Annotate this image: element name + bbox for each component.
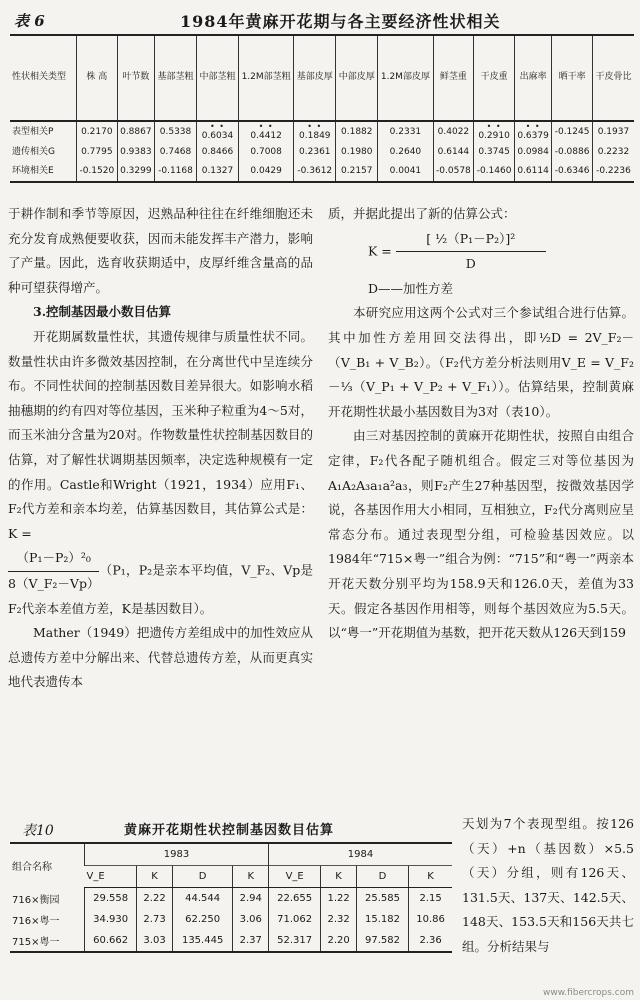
table6-header: 晒干率 <box>552 35 593 121</box>
table10-cell: 15.182 <box>356 909 408 930</box>
table10-cell: 2.32 <box>321 909 357 930</box>
table10-year: 1983 <box>85 843 269 866</box>
table6-row <box>10 143 634 162</box>
table6-cell: -0.0886 <box>552 143 593 162</box>
right-column <box>328 202 634 646</box>
formula-note: D——加性方差 <box>368 280 454 296</box>
table10-subheader: K <box>233 866 269 888</box>
table6-cell: 0.0429 <box>238 162 293 182</box>
table6-row <box>10 162 634 182</box>
table6-header: 中部茎粗 <box>196 35 238 121</box>
table6-cell: 0.2361 <box>294 143 336 162</box>
table6-header: 中部皮厚 <box>336 35 378 121</box>
table6-header: 基部皮厚 <box>294 35 336 121</box>
table6-cell: 0.3745 <box>474 143 515 162</box>
table10-subheader: K <box>137 866 173 888</box>
table6-header: 鲜茎重 <box>433 35 474 121</box>
table6-cell: -0.1245 <box>552 121 593 143</box>
table6-cell: 0.8466 <box>196 143 238 162</box>
table6-cell: 0.1937 <box>592 121 634 143</box>
table10-cell: 2.37 <box>233 930 269 952</box>
paragraph: 由三对基因控制的黄麻开花期性状，按照自由组合定律，F₂代各配子随机组合。假定三对等位基因为A₁A₂A₃a₁a²a₃，则F₂产生27种基因型，按微效基因学说，各基因作用大小相同，互相独立，F₂代分离则应呈常态分布。通过表现型分组，可检验基因效应。以1984年“715×粤一”组合为例：“715”和“粤一”两亲本开花天数分别平均为158.9天和126.0天，差值为33天。假定各基因作用相等，则每个基因效应为5.5天。以“粤一”开花期值为基数，把开花天数从126天到159 <box>328 428 634 641</box>
table10-row-label: 716×粤一 <box>12 916 60 927</box>
table6-cell: 0.6114 <box>514 162 551 182</box>
left-column <box>8 202 313 695</box>
table6-cell: -0.2236 <box>592 162 634 182</box>
table10-subheader: D <box>356 866 408 888</box>
paragraph: 开花期属数量性状，其遗传规律与质量性状不同。数量性状由许多微效基因控制，在分离世代中呈连续分布。不同性状间的控制基因数目差异很大。如影响水稻抽穗期的约有四对等位基因，玉米种子粒重为4～5对，而玉米油分含量为20对。作物数量性状控制基因数目的估算，对了解性状调期基因频率，决定选种规模有一定的作用。Castle和Wright（1921，1934）应用F₁、F₂代方差和亲本均差，估算基因数目，其估算公式是：K = <box>8 328 313 541</box>
table6-cell: 0.2170 <box>77 121 118 143</box>
right-column-continued <box>462 812 634 960</box>
table6-cell: • • 0.6379 <box>514 121 551 143</box>
table10-cell: 10.86 <box>409 909 452 930</box>
table6-cell: 0.9383 <box>117 143 154 162</box>
table10-cell: 52.317 <box>269 930 321 952</box>
table6-row-label: 环境相关E <box>10 162 77 182</box>
table10-subheader: D <box>172 866 233 888</box>
table6-row <box>10 121 634 143</box>
table10-cell: 2.20 <box>321 930 357 952</box>
paragraph: $\frac{\text{（P₁－P₂）²₀}}{\text{8（V\_F₂－Vp）}}$ （P₁，P₂是亲本平均值，V_F₂、Vp是F₂代亲本差值方差，K是基因数目）。 <box>8 546 313 621</box>
table6-cell: 0.5338 <box>155 121 197 143</box>
table10-row-label: 716×衡园 <box>12 894 60 906</box>
table6-cell: 0.2232 <box>592 143 634 162</box>
table6-header: 株 高 <box>77 35 118 121</box>
table10-row <box>10 930 452 952</box>
table6-cell: 0.2640 <box>378 143 433 162</box>
table6-cell: 0.0984 <box>514 143 551 162</box>
table6-header: 1.2M部皮厚 <box>378 35 433 121</box>
watermark: www.fibercrops.com <box>543 988 634 998</box>
table10-subheader: K <box>321 866 357 888</box>
table6-title: 1984年黄麻开花期与各主要经济性状相关 <box>180 12 501 31</box>
paragraph: 质，并据此提出了新的估算公式： <box>328 206 516 221</box>
table6-label: 表 6 <box>14 12 45 30</box>
table10-cell: 60.662 <box>85 930 137 952</box>
table10-cell: 2.15 <box>409 888 452 910</box>
table6-cell: -0.1168 <box>155 162 197 182</box>
table10-cell: 62.250 <box>172 909 233 930</box>
paragraph: Mather（1949）把遗传方差组成中的加性效应从总遗传方差中分解出来、代替总遗传方差，从而更真实地代表遗传本 <box>8 625 313 690</box>
table6-header-row <box>10 35 634 121</box>
table6-cell: 0.1327 <box>196 162 238 182</box>
table6-cell: 0.2157 <box>336 162 378 182</box>
table10-subheader: V_E <box>85 866 137 888</box>
table10-year: 1984 <box>269 843 452 866</box>
table6-cell: -0.3612 <box>294 162 336 182</box>
table6-cell: • • 0.1849 <box>294 121 336 143</box>
paragraph: 于耕作制和季节等原因，迟熟品种往往在纤维细胞还未充分发育成熟便要收获，因而未能发挥丰产潜力，影响了产量。因此，选育收获期适中，皮厚纤维含量高的品种可望获得增产。 <box>8 206 313 295</box>
table10-cell: 97.582 <box>356 930 408 952</box>
table6-cell: 0.7468 <box>155 143 197 162</box>
table10-row <box>10 888 452 910</box>
table6-header: 1.2M部茎粗 <box>238 35 293 121</box>
table10-cell: 22.655 <box>269 888 321 910</box>
table10-cell: 2.94 <box>233 888 269 910</box>
table6-row-label: 遗传相关G <box>12 147 55 158</box>
paragraph: 本研究应用这两个公式对三个参试组合进行估算。其中加性方差用回交法得出，即½D = 2V_F₂－（V_B₁ + V_B₂）。（F₂代方差分析法则用V_E = V_F₂－⅓（V_P₁ + V_P₂ + V_F₁））。估算结果，控制黄麻开花期性状最小基因数目为3对（表10）。 <box>328 305 634 419</box>
formula: K = $\frac{\text{[ ½（P₁－P₂）]²}}{D}$ <box>328 227 634 277</box>
table6-cell: 0.0041 <box>378 162 433 182</box>
table6-cell: 0.7795 <box>77 143 118 162</box>
table10-cell: 71.062 <box>269 909 321 930</box>
table10-label: 表10 <box>22 823 54 839</box>
table6-cell: • • 0.6034 <box>196 121 238 143</box>
table6-cell: -0.0578 <box>433 162 474 182</box>
table6-header: 叶节数 <box>117 35 154 121</box>
table10-cell: 1.22 <box>321 888 357 910</box>
table10-cell: 34.930 <box>85 909 137 930</box>
table10-cell: 3.03 <box>137 930 173 952</box>
table10-header: 组合名称 <box>10 843 85 888</box>
paragraph: 天划为7个表现型组。按126（天）+n（基因数）×5.5（天）分组，则有126天、131.5天、137天、142.5天、148天、153.5天和156天共七组。分析结果与 <box>462 816 634 954</box>
table10-cell: 29.558 <box>85 888 137 910</box>
table6-row-label: 表型相关P <box>10 121 77 143</box>
section-heading: 3.控制基因最小数目估算 <box>33 304 172 320</box>
formula-fraction: $\frac{\text{[ ½（P₁－P₂）]²}}{D}$ <box>396 227 546 277</box>
table10-cell: 25.585 <box>356 888 408 910</box>
table6 <box>10 34 634 183</box>
table10-header-row <box>10 843 452 866</box>
table6-header: 干皮重 <box>474 35 515 121</box>
formula-fraction: $\frac{\text{（P₁－P₂）²₀}}{\text{8（V\_F₂－Vp）}}$ <box>8 546 99 596</box>
table10-row <box>10 909 452 930</box>
table6-cell: 0.1980 <box>336 143 378 162</box>
table6-cell: 0.3299 <box>117 162 154 182</box>
table6-cell: 0.2331 <box>378 121 433 143</box>
table10-title: 黄麻开花期性状控制基因数目估算 <box>124 823 335 838</box>
table6-header: 性状相关类型 <box>10 35 77 121</box>
table10-cell: 135.445 <box>172 930 233 952</box>
table6-header: 干皮骨比 <box>592 35 634 121</box>
table6-cell: -0.6346 <box>552 162 593 182</box>
table6-cell: 0.6144 <box>433 143 474 162</box>
table10-subheader: K <box>409 866 452 888</box>
table10-subheader: V_E <box>269 866 321 888</box>
table10-cell: 2.22 <box>137 888 173 910</box>
table10-cell: 2.73 <box>137 909 173 930</box>
table10-cell: 3.06 <box>233 909 269 930</box>
table6-header: 出麻率 <box>514 35 551 121</box>
table10-cell: 44.544 <box>172 888 233 910</box>
table6-cell: -0.1520 <box>77 162 118 182</box>
table6-cell: 0.7008 <box>238 143 293 162</box>
table6-cell: 0.8867 <box>117 121 154 143</box>
table6-cell: -0.1460 <box>474 162 515 182</box>
table6-cell: 0.4022 <box>433 121 474 143</box>
table6-cell: • • 0.4412 <box>238 121 293 143</box>
table6-header: 基部茎粗 <box>155 35 197 121</box>
table10 <box>10 842 452 953</box>
table10-row-label: 715×粤一 <box>10 930 85 952</box>
table6-cell: 0.1882 <box>336 121 378 143</box>
table10-cell: 2.36 <box>409 930 452 952</box>
table6-cell: • • 0.2910 <box>474 121 515 143</box>
